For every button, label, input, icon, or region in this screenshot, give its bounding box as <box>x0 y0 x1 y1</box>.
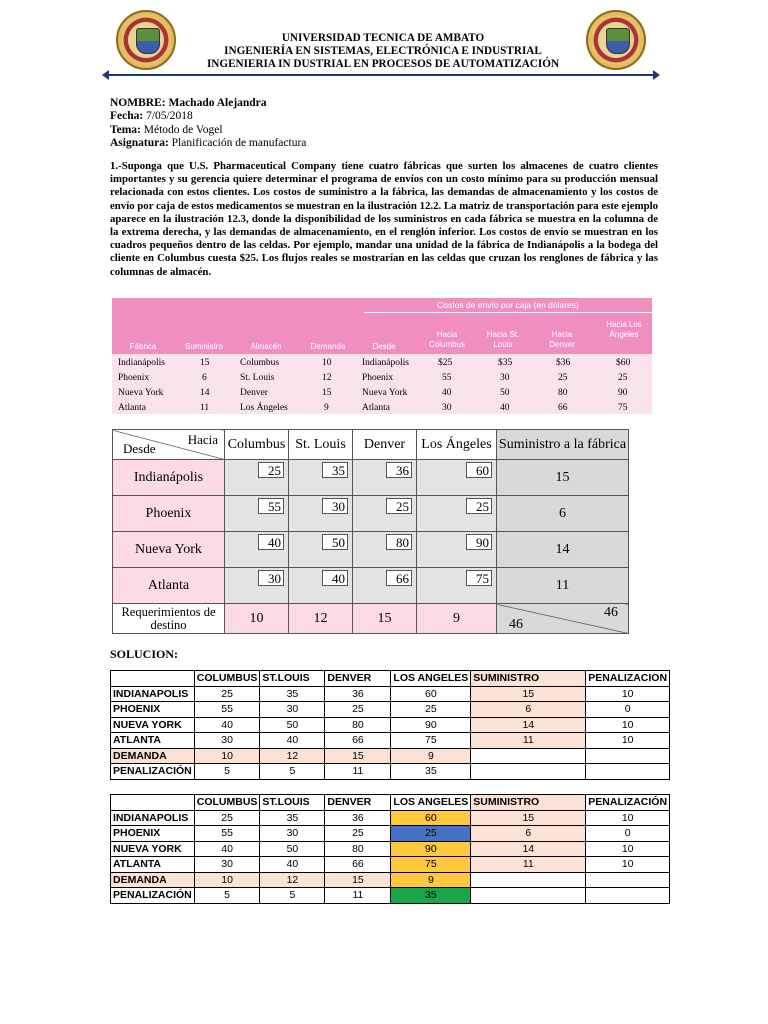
pink-header-desde: Desde <box>372 342 396 351</box>
requirement: 15 <box>353 604 417 634</box>
pink-cell: 30 <box>442 403 452 413</box>
pink-cell: Denver <box>240 388 268 398</box>
penalty-cell: 5 <box>260 764 325 780</box>
penalty-cell: 5 <box>260 888 325 904</box>
matrix-cell <box>289 568 353 604</box>
grid-cell: 90 <box>391 717 471 733</box>
grid-cell-highlight: 90 <box>391 841 471 857</box>
pink-cell: Indianápolis <box>118 358 165 368</box>
grid-row-label: NUEVA YORK <box>111 717 195 733</box>
header-title <box>178 32 588 71</box>
grid-header: ST.LOUIS <box>260 671 325 687</box>
pink-cell: Nueva York <box>118 388 164 398</box>
matrix-cell <box>289 532 353 568</box>
matrix-cell <box>417 460 497 496</box>
pink-cell: 80 <box>558 388 568 398</box>
vogel-grid-1 <box>110 670 670 795</box>
grid-row-label: ATLANTA <box>111 733 195 749</box>
cost-box: 80 <box>386 534 412 550</box>
grid-row-label: INDIANAPOLIS <box>111 686 195 702</box>
pink-cell: 40 <box>500 403 510 413</box>
grid-cell: 25 <box>325 826 391 842</box>
demand-cell-highlight: 9 <box>391 872 471 888</box>
totals-cell <box>497 604 629 634</box>
shipping-costs-table <box>112 298 652 414</box>
requirement: 9 <box>417 604 497 634</box>
cost-box: 25 <box>386 498 412 514</box>
pink-cell: $36 <box>556 358 571 368</box>
grid-cell-highlight: 60 <box>391 810 471 826</box>
grid-cell: 80 <box>325 841 391 857</box>
grid-header: ST.LOUIS <box>260 795 325 811</box>
matrix-supply: 14 <box>497 532 629 568</box>
grid-header: SUMINISTRO <box>471 795 586 811</box>
pink-header-columbus: Hacia Columbus <box>428 330 465 349</box>
pink-row <box>112 357 652 371</box>
pink-cell: St. Louis <box>240 373 275 383</box>
grid-row-label: PHOENIX <box>111 702 195 718</box>
pink-cell: $25 <box>438 358 453 368</box>
grid-cell: 50 <box>260 717 325 733</box>
vogel-grid-2 <box>110 794 670 904</box>
pink-cell: 6 <box>202 373 207 383</box>
matrix-row-label: Nueva York <box>113 532 225 568</box>
pink-cell: 30 <box>500 373 510 383</box>
student-info <box>110 97 306 150</box>
requirement: 10 <box>225 604 289 634</box>
cost-box: 90 <box>466 534 492 550</box>
header-divider <box>108 74 654 76</box>
grid-cell: 55 <box>194 702 260 718</box>
grid-cell: 35 <box>260 686 325 702</box>
grid-supply: 11 <box>471 733 586 749</box>
total-supply: 46 <box>604 605 618 620</box>
grid-cell: 60 <box>391 686 471 702</box>
grid-cell: 25 <box>325 702 391 718</box>
grid-penalty: 10 <box>586 857 670 873</box>
matrix-row-label: Phoenix <box>113 496 225 532</box>
faculty-seal-right-icon <box>586 10 646 70</box>
grid-header: DENVER <box>325 795 391 811</box>
cost-box: 75 <box>466 570 492 586</box>
pink-header-demanda: Demanda <box>310 342 346 351</box>
pink-cell: 9 <box>324 403 329 413</box>
nombre-value: Machado Alejandra <box>168 97 267 109</box>
cost-box: 30 <box>258 570 284 586</box>
pink-cell: 50 <box>500 388 510 398</box>
cost-box: 66 <box>386 570 412 586</box>
pink-cell: $35 <box>498 358 513 368</box>
grid-header: COLUMBUS <box>194 671 260 687</box>
matrix-cell <box>225 460 289 496</box>
header-line-1: UNIVERSIDAD TECNICA DE AMBATO <box>281 32 485 44</box>
pink-cell: 15 <box>200 358 210 368</box>
matrix-cell <box>289 460 353 496</box>
matrix-col-header: St. Louis <box>289 430 353 460</box>
pink-row <box>112 372 652 386</box>
demand-cell: 12 <box>260 872 325 888</box>
tema-value: Método de Vogel <box>143 123 223 136</box>
grid-cell: 40 <box>194 717 260 733</box>
grid-cell: 36 <box>325 810 391 826</box>
pink-cell: Atlanta <box>362 403 390 413</box>
problem-statement: 1.-Suponga que U.S. Pharmaceutical Company tiene cuatro fábricas que surten los almacenes de cuatro clientes importantes y su gerencia quiere determinar el programa de envíos con un costo mínimo para su producción mensual relacionada con estos clientes. Los costos de suministro a la fábrica, las demandas de almacenamiento y los costos de envío por caja de estos medicamentos se muestran en la ilustración 12.2. La matriz de transportación para este ejemplo aparece en la ilustración 12.3, donde la disponibilidad de los suministros en cada fábrica se muestra en la columna de la extrema derecha, y las demandas de almacenamiento, en el renglón inferior. Los costos de envío se muestran en los cuadros pequeños dentro de las celdas. Por ejemplo, mandar una unidad de la fábrica de Indianápolis a la bodega del cliente en Columbus cuesta $25. Los flujos reales se mostrarían en las celdas que cruzan los renglones de fábrica y las columnas de almacén. <box>110 160 658 278</box>
matrix-col-header: Los Ángeles <box>417 430 497 460</box>
matrix-row-label: Atlanta <box>113 568 225 604</box>
grid-row-label: ATLANTA <box>111 857 195 873</box>
grid-header: PENALIZACION <box>586 671 670 687</box>
grid-cell: 55 <box>194 826 260 842</box>
grid-penalty: 0 <box>586 702 670 718</box>
grid-row-label: INDIANAPOLIS <box>111 810 195 826</box>
grid-penalty: 10 <box>586 841 670 857</box>
penalty-cell: 11 <box>325 888 391 904</box>
cost-box: 60 <box>466 462 492 478</box>
cost-box: 25 <box>258 462 284 478</box>
grid-cell: 66 <box>325 857 391 873</box>
matrix-corner <box>113 430 225 460</box>
grid-penalty: 10 <box>586 733 670 749</box>
penalty-cell: 5 <box>194 888 260 904</box>
grid-cell: 25 <box>391 702 471 718</box>
pink-cell: 25 <box>618 373 628 383</box>
pink-cell: Nueva York <box>362 388 408 398</box>
grid-header: LOS ANGELES <box>391 671 471 687</box>
demand-label: DEMANDA <box>111 748 195 764</box>
grid-supply: 15 <box>471 686 586 702</box>
asignatura-value: Planificación de manufactura <box>171 136 307 149</box>
penalty-cell: 11 <box>325 764 391 780</box>
pink-cell: 25 <box>558 373 568 383</box>
demand-cell: 12 <box>260 748 325 764</box>
demand-cell: 15 <box>325 872 391 888</box>
asignatura-label: Asignatura: <box>110 136 169 149</box>
pink-cell: 90 <box>618 388 628 398</box>
university-seal-left-icon <box>116 10 176 70</box>
grid-penalty: 0 <box>586 826 670 842</box>
cost-box: 40 <box>258 534 284 550</box>
grid-cell: 36 <box>325 686 391 702</box>
costs-title: Costos de envío por caja (en dólares) <box>364 300 652 313</box>
nombre-label: NOMBRE: <box>110 97 166 109</box>
penalty-cell: 35 <box>391 764 471 780</box>
header-line-3: INGENIERIA IN DUSTRIAL EN PROCESOS DE AUTOMATIZACIÓN <box>206 58 560 70</box>
demand-label: DEMANDA <box>111 872 195 888</box>
pink-cell: Los Ángeles <box>240 403 288 413</box>
demand-cell: 9 <box>391 748 471 764</box>
requirements-label: Requerimientos de destino <box>113 604 225 634</box>
grid-cell: 25 <box>194 686 260 702</box>
demand-cell: 15 <box>325 748 391 764</box>
corner-desde: Desde <box>123 441 156 456</box>
matrix-cell <box>417 496 497 532</box>
pink-header-losangeles: Hacia Los Ángeles <box>606 320 642 339</box>
grid-supply: 6 <box>471 826 586 842</box>
pink-cell: $60 <box>616 358 631 368</box>
matrix-col-header: Suministro a la fábrica <box>497 430 629 460</box>
grid-penalty: 10 <box>586 686 670 702</box>
matrix-cell <box>225 568 289 604</box>
grid-cell-highlight: 75 <box>391 857 471 873</box>
cost-box: 30 <box>322 498 348 514</box>
pink-cell: 75 <box>618 403 628 413</box>
penalty-label: PENALIZACIÓN <box>111 764 195 780</box>
grid-cell-selected: 25 <box>391 826 471 842</box>
matrix-row-label: Indianápolis <box>113 460 225 496</box>
pink-cell: 15 <box>322 388 332 398</box>
grid-header: DENVER <box>325 671 391 687</box>
matrix-cell <box>417 532 497 568</box>
matrix-cell <box>225 496 289 532</box>
header-line-2: INGENIERÍA EN SISTEMAS, ELECTRÓNICA E INDUSTRIAL <box>224 45 542 57</box>
transport-matrix <box>112 429 629 634</box>
grid-cell: 66 <box>325 733 391 749</box>
grid-supply: 6 <box>471 702 586 718</box>
cost-box: 40 <box>322 570 348 586</box>
pink-cell: Atlanta <box>118 403 146 413</box>
pink-cell: 11 <box>200 403 210 413</box>
pink-cell: Phoenix <box>362 373 394 383</box>
matrix-cell <box>353 532 417 568</box>
penalty-label: PENALIZACIÓN <box>111 888 195 904</box>
grid-row-label: PHOENIX <box>111 826 195 842</box>
demand-cell: 10 <box>194 748 260 764</box>
cost-box: 36 <box>386 462 412 478</box>
matrix-supply: 6 <box>497 496 629 532</box>
matrix-cell <box>353 496 417 532</box>
pink-cell: 12 <box>322 373 332 383</box>
grid-header: COLUMBUS <box>194 795 260 811</box>
cost-box: 55 <box>258 498 284 514</box>
grid-supply: 15 <box>471 810 586 826</box>
solution-title: SOLUCION: <box>110 647 179 661</box>
demand-cell: 10 <box>194 872 260 888</box>
total-demand: 46 <box>509 617 523 632</box>
grid-cell: 30 <box>260 826 325 842</box>
pink-cell: 66 <box>558 403 568 413</box>
pink-cell: 40 <box>442 388 452 398</box>
pink-cell: Columbus <box>240 358 280 368</box>
pink-cell: Indianápolis <box>362 358 409 368</box>
grid-supply: 11 <box>471 857 586 873</box>
cost-box: 35 <box>322 462 348 478</box>
matrix-cell <box>353 460 417 496</box>
matrix-col-header: Denver <box>353 430 417 460</box>
pink-cell: 10 <box>322 358 332 368</box>
grid-cell: 30 <box>194 733 260 749</box>
penalty-cell: 5 <box>194 764 260 780</box>
pink-cell: Phoenix <box>118 373 150 383</box>
matrix-cell <box>417 568 497 604</box>
grid-cell: 30 <box>194 857 260 873</box>
cost-box: 50 <box>322 534 348 550</box>
fecha-label: Fecha: <box>110 110 144 123</box>
grid-header: SUMINISTRO <box>471 671 586 687</box>
pink-cell: 55 <box>442 373 452 383</box>
grid-cell: 40 <box>194 841 260 857</box>
matrix-supply: 11 <box>497 568 629 604</box>
grid-penalty: 10 <box>586 810 670 826</box>
grid-header: LOS ANGELES <box>391 795 471 811</box>
pink-header-denver: Hacia Denver <box>549 330 575 349</box>
grid-cell: 50 <box>260 841 325 857</box>
fecha-value: 7/05/2018 <box>146 110 193 123</box>
grid-cell: 80 <box>325 717 391 733</box>
matrix-cell <box>289 496 353 532</box>
pink-row <box>112 402 652 416</box>
pink-header-fabrica: Fábrica <box>129 342 157 351</box>
grid-cell: 75 <box>391 733 471 749</box>
grid-cell: 40 <box>260 733 325 749</box>
grid-header: PENALIZACIÓN <box>586 795 670 811</box>
tema-label: Tema: <box>110 123 141 136</box>
matrix-cell <box>353 568 417 604</box>
pink-cell: 14 <box>200 388 210 398</box>
pink-header-suministro: Suministro <box>185 342 223 351</box>
grid-cell: 40 <box>260 857 325 873</box>
penalty-cell-max: 35 <box>391 888 471 904</box>
grid-cell: 35 <box>260 810 325 826</box>
grid-cell: 25 <box>194 810 260 826</box>
grid-supply: 14 <box>471 717 586 733</box>
grid-cell: 30 <box>260 702 325 718</box>
cost-box: 25 <box>466 498 492 514</box>
matrix-col-header: Columbus <box>225 430 289 460</box>
matrix-cell <box>225 532 289 568</box>
matrix-supply: 15 <box>497 460 629 496</box>
grid-supply: 14 <box>471 841 586 857</box>
requirement: 12 <box>289 604 353 634</box>
pink-header-almacen: Almacén <box>250 342 282 351</box>
corner-hacia: Hacia <box>187 432 218 447</box>
pink-row <box>112 387 652 401</box>
grid-penalty: 10 <box>586 717 670 733</box>
grid-row-label: NUEVA YORK <box>111 841 195 857</box>
document-header <box>108 8 654 82</box>
pink-header-stlouis: Hacia St. Louis <box>486 330 520 349</box>
